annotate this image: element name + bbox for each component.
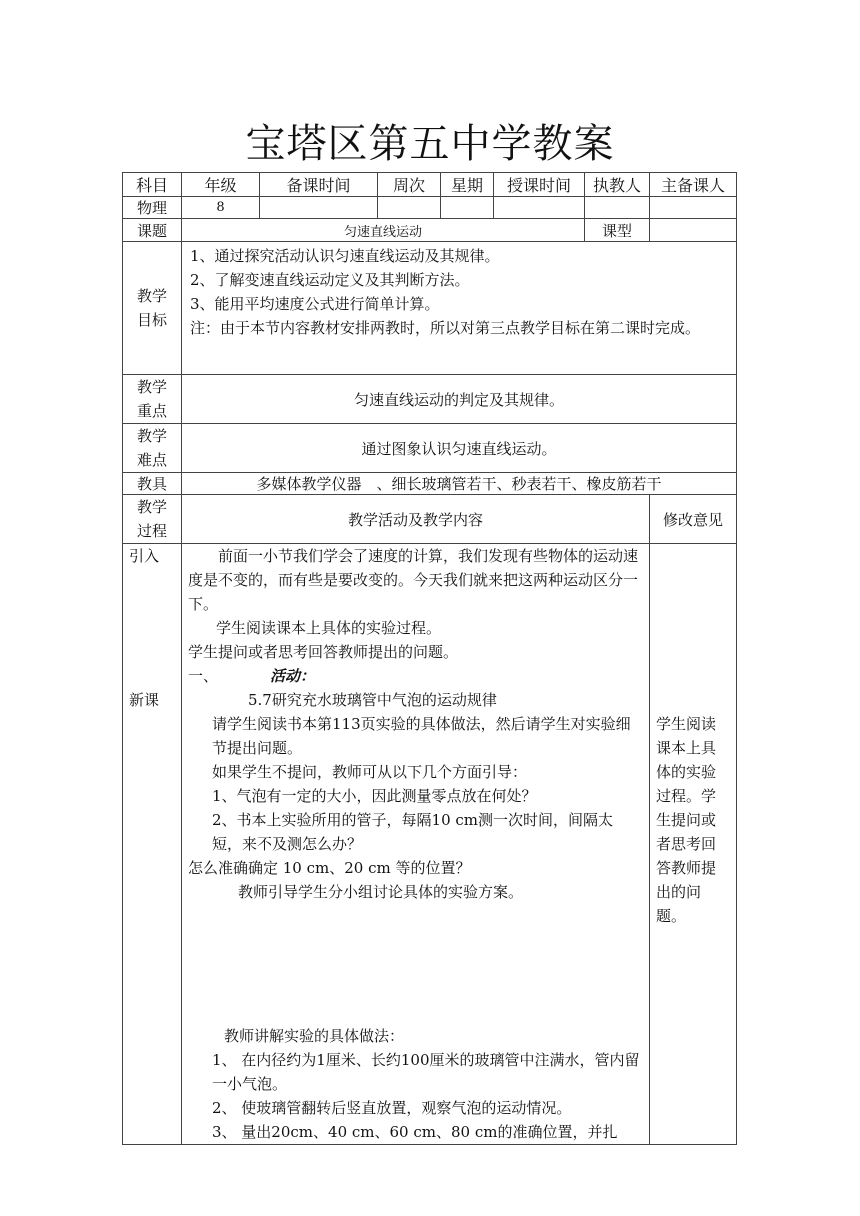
read-instruction: 请学生阅读书本第113页实验的具体做法，然后请学生对实验细节提出问题。 xyxy=(212,715,631,757)
process-body-row xyxy=(123,544,737,1145)
difficulty-label: 教学难点 xyxy=(123,424,182,473)
week-value xyxy=(378,197,441,219)
goal-item: 1、通过探究活动认识匀速直线运动及其规律。 xyxy=(190,247,500,265)
process-label: 教学过程 xyxy=(123,495,182,544)
lead-teacher-value xyxy=(650,197,737,219)
teacher-value xyxy=(585,197,650,219)
key-point-label: 教学重点 xyxy=(123,375,182,424)
goal-item: 2、了解变速直线运动定义及其判断方法。 xyxy=(190,271,470,289)
guide-question: 1、气泡有一定的大小，因此测量零点放在何处？ xyxy=(212,787,537,805)
header-prep-time: 备课时间 xyxy=(260,173,378,197)
weekday-value xyxy=(441,197,494,219)
tools-value: 多媒体教学仪器 、细长玻璃管若干、秒表若干、橡皮筋若干 xyxy=(182,473,737,495)
revise-note: 学生阅读课本上具体的实验过程。学生提问或者思考回答教师提出的问题。 xyxy=(656,715,717,925)
goal-item: 3、能用平均速度公式进行简单计算。 xyxy=(190,295,440,313)
discussion-paragraph: 教师引导学生分小组讨论具体的实验方案。 xyxy=(238,883,524,901)
revise-column xyxy=(650,544,737,1145)
info-row xyxy=(123,197,737,219)
goal-note: 注：由于本节内容教材安排两教时，所以对第三点教学目标在第二课时完成。 xyxy=(190,319,701,337)
section-column xyxy=(123,544,182,1145)
section-new-label: 新课 xyxy=(129,691,160,709)
header-week: 周次 xyxy=(378,173,441,197)
page-title: 宝塔区第五中学教案 xyxy=(245,121,615,167)
key-point-row xyxy=(123,375,737,424)
tools-row xyxy=(123,473,737,495)
intro-paragraph: 前面一小节我们学会了速度的计算，我们发现有些物体的运动速度是不变的，而有些是要改变的。今天我们就来把这两种运动区分一下。 xyxy=(188,547,639,613)
grade-value: 8 xyxy=(182,197,260,219)
header-grade: 年级 xyxy=(182,173,260,197)
subject-value: 物理 xyxy=(123,197,182,219)
revise-label: 修改意见 xyxy=(650,495,737,544)
header-teacher: 执教人 xyxy=(585,173,650,197)
lesson-type-label: 课型 xyxy=(585,219,650,242)
process-header-row xyxy=(123,495,737,544)
prep-time-value xyxy=(260,197,378,219)
activity-number: 一、 xyxy=(188,667,219,685)
goals-row xyxy=(123,242,737,375)
header-subject: 科目 xyxy=(123,173,182,197)
process-content-label: 教学活动及教学内容 xyxy=(182,495,650,544)
guide-intro: 如果学生不提问，教师可从以下几个方面引导： xyxy=(212,763,528,781)
explain-paragraph: 教师讲解实验的具体做法： xyxy=(224,1027,405,1045)
header-lead-teacher: 主备课人 xyxy=(650,173,737,197)
step-item: 1、 在内径约为1厘米、长约100厘米的玻璃管中注满水，管内留一小气泡。 xyxy=(212,1051,640,1093)
teach-time-value xyxy=(494,197,585,219)
key-point-value: 匀速直线运动的判定及其规律。 xyxy=(182,375,737,424)
process-content xyxy=(182,544,650,1145)
experiment-title: 5.7研究充水玻璃管中气泡的运动规律 xyxy=(248,691,497,709)
activity-heading xyxy=(188,664,643,688)
topic-label: 课题 xyxy=(123,219,182,242)
tools-label: 教具 xyxy=(123,473,182,495)
guide-question: 2、书本上实验所用的管子，每隔10 cm测一次时间，间隔太短，来不及测怎么办？ xyxy=(212,811,614,853)
difficulty-row xyxy=(123,424,737,473)
intro-questions: 学生提问或者思考回答教师提出的问题。 xyxy=(188,643,459,661)
header-row xyxy=(123,173,737,197)
topic-row xyxy=(123,219,737,242)
topic-value: 匀速直线运动 xyxy=(182,219,585,242)
intro-reading: 学生阅读课本上具体的实验过程。 xyxy=(216,619,442,637)
header-weekday: 星期 xyxy=(441,173,494,197)
header-teach-time: 授课时间 xyxy=(494,173,585,197)
difficulty-value: 通过图象认识匀速直线运动。 xyxy=(182,424,737,473)
activity-label: 活动： xyxy=(270,667,316,685)
step-item: 3、 量出20cm、40 cm、60 cm、80 cm的准确位置，并扎 xyxy=(212,1123,618,1141)
goals-label: 教学目标 xyxy=(123,242,182,375)
lesson-plan-table xyxy=(122,172,737,1145)
lesson-type-value xyxy=(650,219,737,242)
section-intro-label: 引入 xyxy=(129,547,160,565)
step-item: 2、 使玻璃管翻转后竖直放置，观察气泡的运动情况。 xyxy=(212,1099,572,1117)
goals-content xyxy=(182,242,737,375)
guide-question: 怎么准确确定 10 cm、20 cm 等的位置？ xyxy=(188,859,471,877)
